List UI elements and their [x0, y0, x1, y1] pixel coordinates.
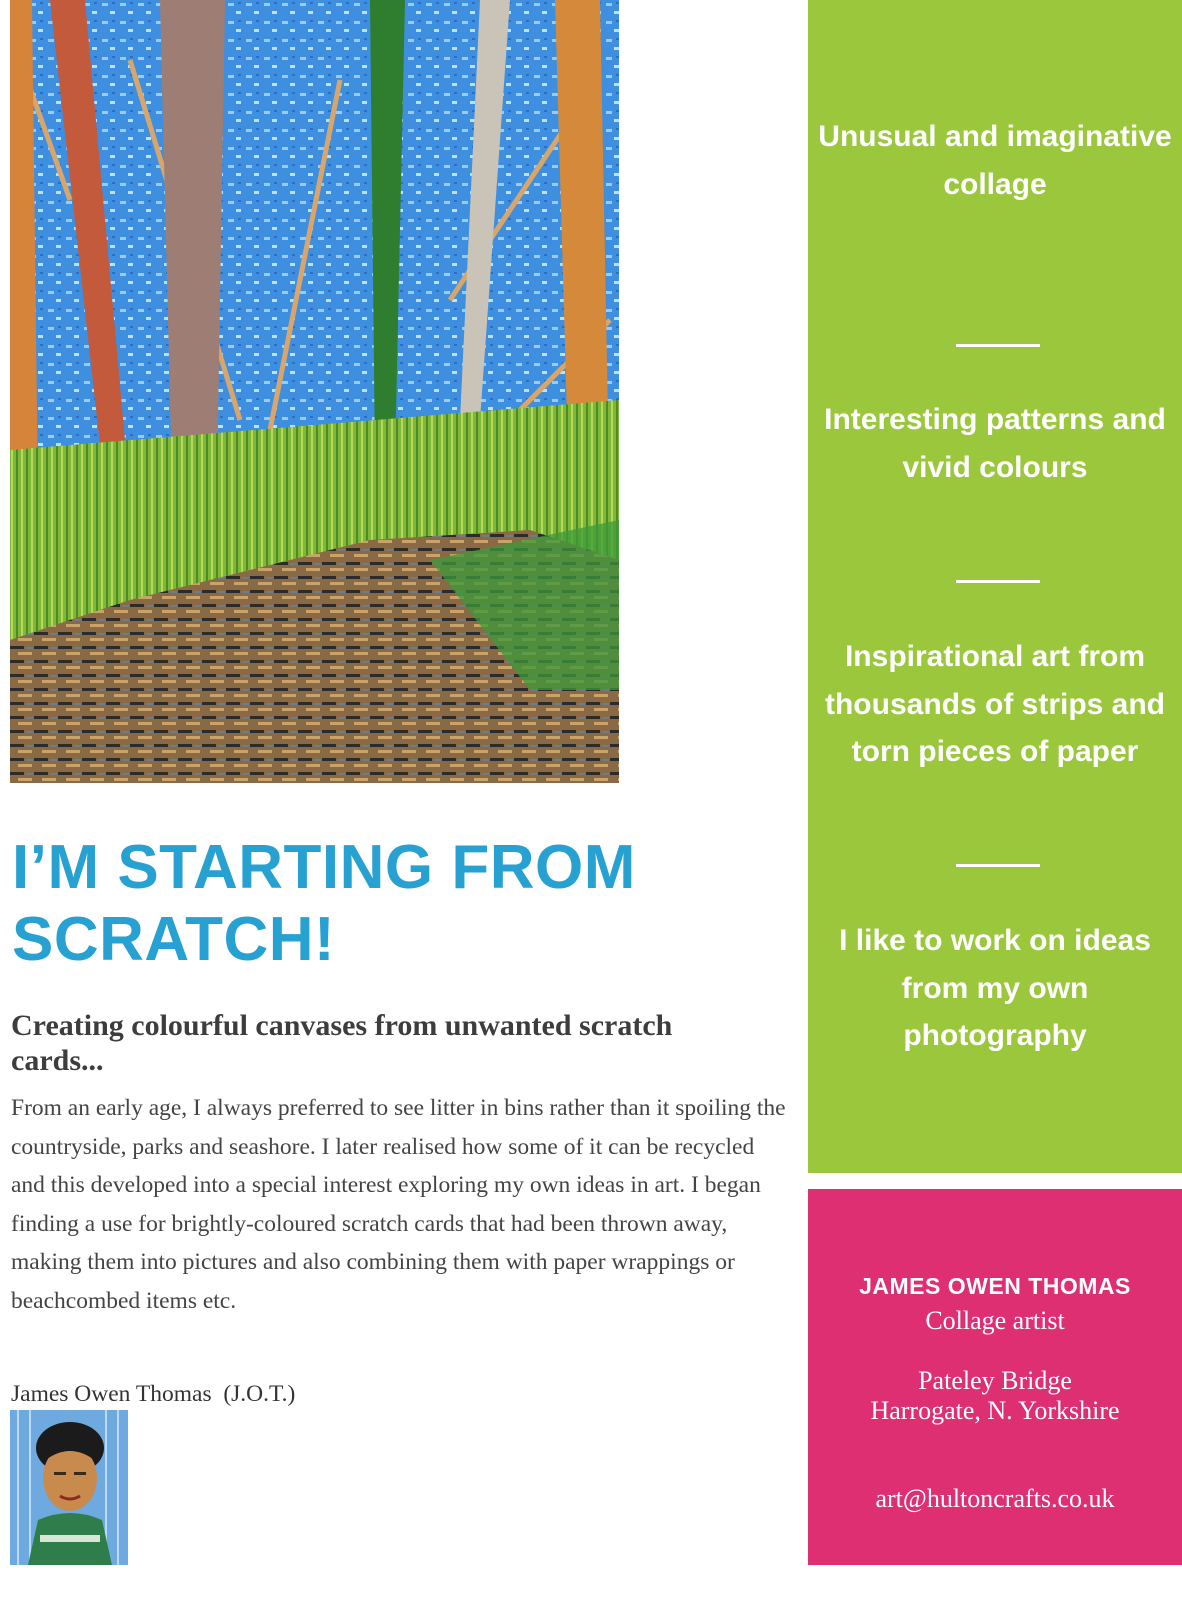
contact-panel [808, 1189, 1182, 1565]
headline: I’M STARTING FROM SCRATCH! [12, 833, 636, 974]
signature: James Owen Thomas (J.O.T.) [11, 1381, 296, 1407]
feature-patterns: Interesting patterns and vivid colours [824, 403, 1166, 484]
subheading: Creating colourful canvases from unwanted scratch cards... [11, 1009, 673, 1077]
artist-portrait-image [10, 1410, 128, 1565]
feature-inspirational: Inspirational art from thousands of strips and torn pieces of paper [824, 640, 1166, 768]
features-panel [808, 0, 1182, 1173]
feature-photography: I like to work on ideas from my own photography [839, 924, 1151, 1052]
location-line-2: Harrogate, N. Yorkshire [870, 1396, 1120, 1425]
feature-divider [956, 344, 1040, 347]
contact-email-link[interactable]: art@hultoncrafts.co.uk [875, 1484, 1115, 1513]
feature-divider [956, 580, 1040, 583]
artist-name: JAMES OWEN THOMAS [859, 1273, 1131, 1299]
feature-divider [956, 864, 1040, 867]
feature-collage: Unusual and imaginative collage [818, 120, 1172, 201]
body-paragraph: From an early age, I always preferred to see litter in bins rather than it spoiling the countryside, parks and seashore. I later realised how some of it can be recycled and this developed into a special interest exploring my own ideas in art. I began finding a use for brightly-coloured scratch cards that had been thrown away, making them into pictures and also combining them with paper wrappings or beachcombed items etc. [11, 1095, 786, 1314]
artist-role: Collage artist [925, 1306, 1065, 1335]
collage-artwork-image [10, 0, 619, 783]
location-line-1: Pateley Bridge [918, 1366, 1072, 1395]
